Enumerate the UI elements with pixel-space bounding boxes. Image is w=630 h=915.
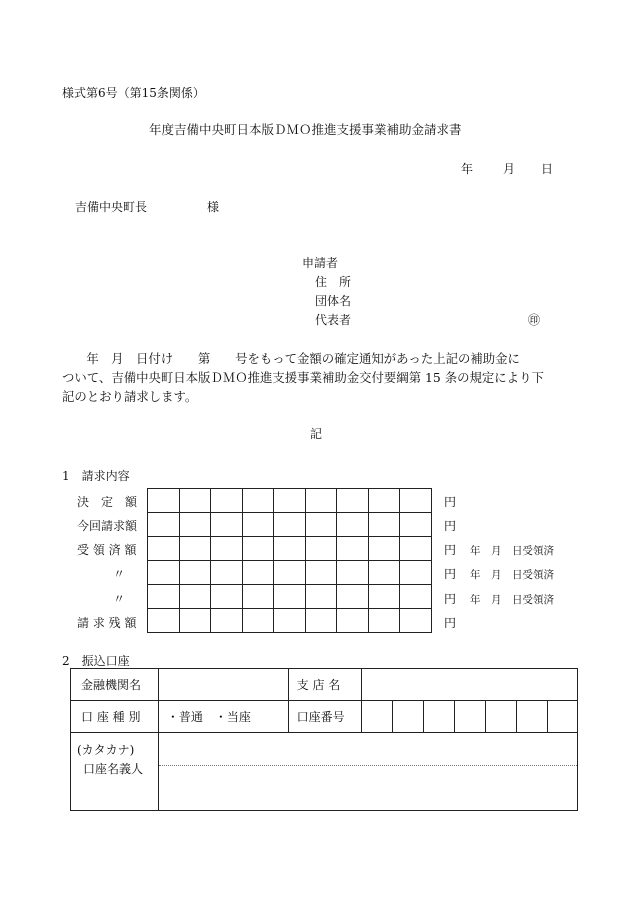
received-date-note: 年 月 日受領済 — [470, 545, 554, 557]
table-row — [148, 585, 432, 609]
amount-digit-cell[interactable] — [179, 537, 211, 561]
account-number-digit[interactable] — [424, 701, 455, 733]
amount-grid — [147, 488, 432, 633]
table-row — [71, 669, 578, 701]
date-year-label: 年 — [461, 162, 474, 176]
account-type-label: 口 座 種 別 — [71, 701, 159, 733]
amount-digit-cell[interactable] — [337, 609, 369, 633]
yen-suffix: 円 — [444, 616, 457, 630]
table-row — [148, 537, 432, 561]
applicant-organization-label: 団体名 — [315, 294, 352, 308]
amount-digit-cell[interactable] — [337, 537, 369, 561]
amount-digit-cell[interactable] — [337, 513, 369, 537]
holder-name-line[interactable] — [159, 766, 577, 810]
account-number-digit[interactable] — [548, 701, 578, 733]
date-day-label: 日 — [541, 162, 554, 176]
amount-digit-cell[interactable] — [242, 537, 274, 561]
account-number-digit[interactable] — [393, 701, 424, 733]
account-number-digit[interactable] — [362, 701, 393, 733]
table-row — [71, 701, 578, 733]
amount-digit-cell[interactable] — [242, 585, 274, 609]
amount-digit-cell[interactable] — [179, 513, 211, 537]
amount-digit-cell[interactable] — [148, 513, 180, 537]
amount-digit-cell[interactable] — [305, 513, 337, 537]
amount-digit-cell[interactable] — [368, 609, 400, 633]
account-number-digit[interactable] — [517, 701, 548, 733]
table-row — [148, 513, 432, 537]
row-label-remaining: 請 求 残 額 — [77, 616, 137, 630]
amount-digit-cell[interactable] — [337, 585, 369, 609]
bank-name-label: 金融機関名 — [71, 669, 159, 701]
amount-digit-cell[interactable] — [179, 489, 211, 513]
yen-suffix: 円 — [444, 519, 457, 533]
branch-label: 支 店 名 — [288, 669, 362, 701]
amount-digit-cell[interactable] — [368, 513, 400, 537]
addressee-honorific: 様 — [207, 200, 220, 214]
table-row — [71, 733, 578, 811]
amount-digit-cell[interactable] — [337, 489, 369, 513]
yen-suffix: 円 — [444, 543, 457, 557]
amount-digit-cell[interactable] — [179, 561, 211, 585]
katakana-name-line[interactable] — [159, 733, 577, 766]
bank-account-table — [70, 668, 578, 811]
table-row — [148, 561, 432, 585]
row-label-ditto-1: 〃 — [113, 567, 126, 581]
amount-digit-cell[interactable] — [305, 609, 337, 633]
amount-digit-cell[interactable] — [305, 561, 337, 585]
amount-digit-cell[interactable] — [305, 489, 337, 513]
amount-digit-cell[interactable] — [179, 585, 211, 609]
applicant-representative-label: 代表者 — [315, 313, 352, 327]
row-label-decided-amount: 決 定 額 — [77, 495, 138, 509]
received-date-note: 年 月 日受領済 — [470, 594, 554, 606]
account-holder-field[interactable] — [158, 733, 577, 811]
addressee-name: 吉備中央町長 — [75, 200, 148, 214]
yen-suffix: 円 — [444, 495, 457, 509]
received-date-note: 年 月 日受領済 — [470, 569, 554, 581]
account-holder-label-cell — [71, 733, 159, 811]
amount-digit-cell[interactable] — [400, 585, 432, 609]
body-line-2: ついて、吉備中央町日本版ＤＭＯ推進支援事業補助金交付要綱第 15 条の規定により下 — [62, 370, 544, 385]
amount-digit-cell[interactable] — [148, 561, 180, 585]
yen-suffix: 円 — [444, 567, 457, 581]
table-row — [148, 609, 432, 633]
amount-digit-cell[interactable] — [211, 537, 243, 561]
row-label-ditto-2: 〃 — [113, 592, 126, 606]
branch-name-field[interactable] — [362, 669, 578, 701]
account-type-options[interactable]: ・普通 ・当座 — [158, 701, 288, 733]
form-number: 様式第6号（第15条関係） — [62, 86, 205, 100]
section1-heading: 1 請求内容 — [62, 469, 130, 483]
amount-digit-cell[interactable] — [148, 489, 180, 513]
amount-digit-cell[interactable] — [400, 561, 432, 585]
amount-digit-cell[interactable] — [274, 513, 306, 537]
table-row — [148, 489, 432, 513]
amount-digit-cell[interactable] — [400, 609, 432, 633]
applicant-address-label: 住 所 — [315, 275, 352, 289]
amount-digit-cell[interactable] — [305, 585, 337, 609]
yen-suffix: 円 — [444, 592, 457, 606]
account-number-digit[interactable] — [486, 701, 517, 733]
amount-digit-cell[interactable] — [400, 537, 432, 561]
amount-digit-cell[interactable] — [274, 609, 306, 633]
seal-mark: ㊞ — [528, 313, 541, 327]
amount-digit-cell[interactable] — [148, 609, 180, 633]
amount-digit-cell[interactable] — [368, 561, 400, 585]
account-number-label: 口座番号 — [288, 701, 362, 733]
date-month-label: 月 — [503, 162, 516, 176]
katakana-label: (カタカナ) — [77, 743, 135, 757]
ki-heading: 記 — [310, 427, 323, 441]
document-title: 年度吉備中央町日本版ＤＭＯ推進支援事業補助金請求書 — [149, 122, 462, 137]
section2-heading: 2 振込口座 — [62, 654, 130, 668]
applicant-heading: 申請者 — [302, 256, 339, 270]
amount-digit-cell[interactable] — [274, 537, 306, 561]
amount-digit-cell[interactable] — [274, 489, 306, 513]
amount-digit-cell[interactable] — [242, 561, 274, 585]
row-label-current-request: 今回請求額 — [77, 519, 138, 533]
amount-digit-cell[interactable] — [242, 609, 274, 633]
amount-digit-cell[interactable] — [211, 561, 243, 585]
body-line-1: 年 月 日付け 第 号をもって金額の確定通知があった上記の補助金に — [74, 351, 520, 366]
row-label-received: 受 領 済 額 — [77, 543, 137, 557]
amount-digit-cell[interactable] — [148, 537, 180, 561]
amount-digit-cell[interactable] — [400, 489, 432, 513]
amount-digit-cell[interactable] — [368, 489, 400, 513]
amount-digit-cell[interactable] — [400, 513, 432, 537]
account-holder-label: 口座名義人 — [83, 762, 144, 776]
amount-digit-cell[interactable] — [211, 585, 243, 609]
amount-digit-cell[interactable] — [211, 513, 243, 537]
amount-digit-cell[interactable] — [242, 489, 274, 513]
amount-digit-cell[interactable] — [148, 585, 180, 609]
amount-digit-cell[interactable] — [305, 537, 337, 561]
bank-name-field[interactable] — [158, 669, 288, 701]
amount-digit-cell[interactable] — [211, 609, 243, 633]
amount-digit-cell[interactable] — [368, 585, 400, 609]
account-number-digit[interactable] — [455, 701, 486, 733]
amount-digit-cell[interactable] — [179, 609, 211, 633]
amount-digit-cell[interactable] — [368, 537, 400, 561]
amount-digit-cell[interactable] — [242, 513, 274, 537]
amount-digit-cell[interactable] — [274, 561, 306, 585]
amount-digit-cell[interactable] — [274, 585, 306, 609]
body-line-3: 記のとおり請求します。 — [62, 389, 198, 404]
amount-digit-cell[interactable] — [337, 561, 369, 585]
amount-digit-cell[interactable] — [211, 489, 243, 513]
